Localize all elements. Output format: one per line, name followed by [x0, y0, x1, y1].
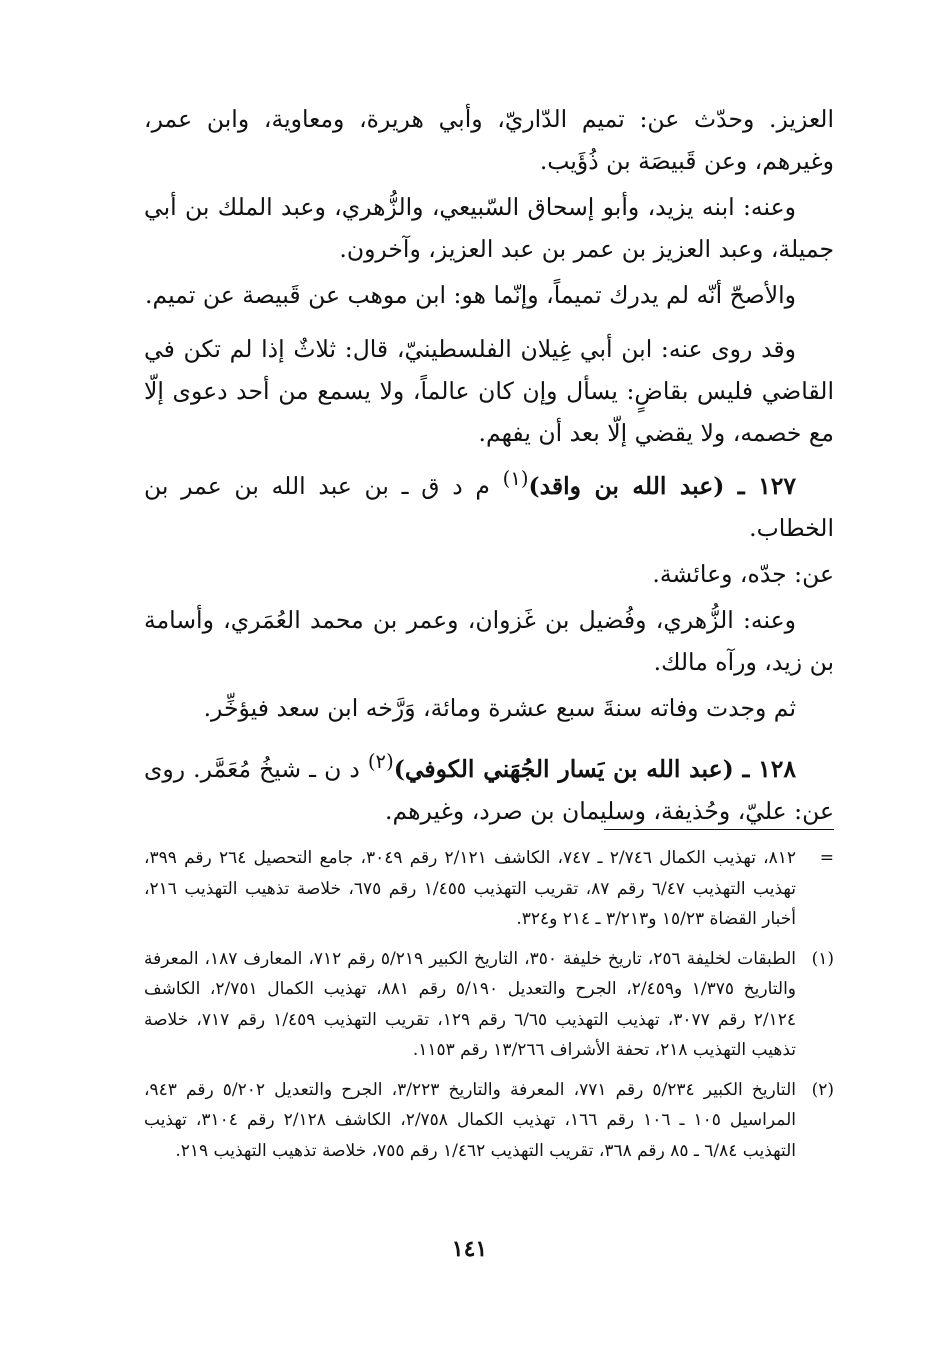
- footnote-text: الطبقات لخليفة ٢٥٦، تاريخ خليفة ٣٥٠، التاريخ الكبير ٥/٢١٩ رقم ٧١٢، المعارف ١٨٧، المعرفة والتاريخ ١/٣٧٥ و٢/٤٥٩، الجرح والتعديل ٥/١٩٠ رقم ٨٨١، تهذيب الكمال ٢/٧٥١، الكاشف ٢/١٢٤ رقم ٣٠٧٧، تهذيب التهذيب ٦/٦٥ رقم ١٢٩، تقريب التهذيب ١/٤٥٩ رقم ٧١٧، خلاصة تذهيب التهذيب ٢١٨، تحفة الأشراف ١٣/٢٦٦ رقم ١١٥٣.: [144, 948, 797, 1060]
- paragraph-narration: وقد روى عنه: ابن أبي غِيلان الفلسطينيّ، قال: ثلاثٌ إذا لم تكن في القاضي فليس بقاضٍ: يسأل وإن كان عالماً، ولا يسمع من أحد دعوى إلّا مع خصمه، ولا يقضي إلّا بعد أن يفهم.: [144, 335, 834, 447]
- entry-128: [144, 741, 834, 832]
- footnote-text: التاريخ الكبير ٥/٢٣٤ رقم ٧٧١، المعرفة والتاريخ ٣/٢٢٣، الجرح والتعديل ٥/٢٠٢ رقم ٩٤٣، المراسيل ١٠٥ ـ ١٠٦ رقم ١٦٦، تهذيب الكمال ٢/٧٥٨، الكاشف ٢/١٢٨ رقم ٣١٠٤، تهذيب التهذيب ٦/٨٤ ـ ٨٥ رقم ٣٦٨، تقريب التهذيب ١/٤٦٢ رقم ٧٥٥، خلاصة تذهيب التهذيب ٢١٩.: [144, 1079, 797, 1161]
- entry-127-footnote-ref: (١): [502, 467, 529, 490]
- entry-127-heading: ١٢٧ ـ (عبد الله بن واقد): [528, 471, 796, 500]
- entry-127-from: عن: جدّه، وعائشة.: [652, 559, 834, 588]
- footnote-mark: (٢): [811, 1079, 834, 1100]
- footnote-2: [144, 1075, 834, 1167]
- entry-128-heading: ١٢٨ ـ (عبد الله بن يَسار الجُهَني الكوفي): [393, 754, 796, 783]
- paragraph-students: وعنه: ابنه يزيد، وأبو إسحاق السّبيعي، والزُّهري، وعبد الملك بن أبي جميلة، وعبد العزيز بن عمر بن عبد العزيز، وآخرون.: [144, 193, 834, 263]
- footnote-separator: [604, 829, 834, 830]
- paragraph-correction: والأصحّ أنّه لم يدرك تميماً، وإنّما هو: ابن موهب عن قَبيصة عن تميم.: [145, 281, 796, 309]
- main-text: [144, 98, 834, 836]
- entry-128-description: د ن ـ شيخُ مُعَمَّر. روى عن: عليّ، وحُذيفة، وسليمان بن صرد، وغيرهم.: [144, 754, 834, 825]
- paragraph-teachers: العزيز. وحدّث عن: تميم الدّاريّ، وأبي هريرة، ومعاوية، وابن عمر، وغيرهم، وعن قَبيصَة بن ذُؤَيب.: [144, 105, 834, 175]
- entry-127: [144, 458, 834, 549]
- entry-127-lineage: م د ق ـ بن عبد الله بن عمر بن الخطاب.: [144, 471, 834, 542]
- footnotes: [144, 843, 834, 1175]
- footnote-continued: [144, 843, 834, 935]
- footnote-1: [144, 944, 834, 1066]
- footnote-mark: (١): [811, 948, 834, 969]
- entry-128-footnote-ref: (٢): [367, 749, 394, 773]
- entry-127-death: ثم وجدت وفاته سنةَ سبع عشرة ومائة، وَرَّخه ابن سعد فيؤخِّر.: [203, 693, 796, 722]
- footnote-mark: =: [819, 848, 834, 868]
- footnote-text: ٨١٢، تهذيب الكمال ٢/٧٤٦ ـ ٧٤٧، الكاشف ٢/١٢١ رقم ٣٠٤٩، جامع التحصيل ٢٦٤ رقم ٣٩٩، تهذيب التهذيب ٦/٤٧ رقم ٨٧، تقريب التهذيب ١/٤٥٥ رقم ٦٧٥، خلاصة تذهيب التهذيب ٢١٦، أخبار القضاة ١٥/٢٣ و٣/٢١٣ ـ ٢١٤ و٣٢٤.: [144, 848, 797, 929]
- entry-127-students: وعنه: الزُّهري، وفُضيل بن غَزوان، وعمر بن محمد العُمَري، وأسامة بن زيد، ورآه مالك.: [144, 605, 834, 676]
- page-number: ١٤١: [451, 1236, 488, 1262]
